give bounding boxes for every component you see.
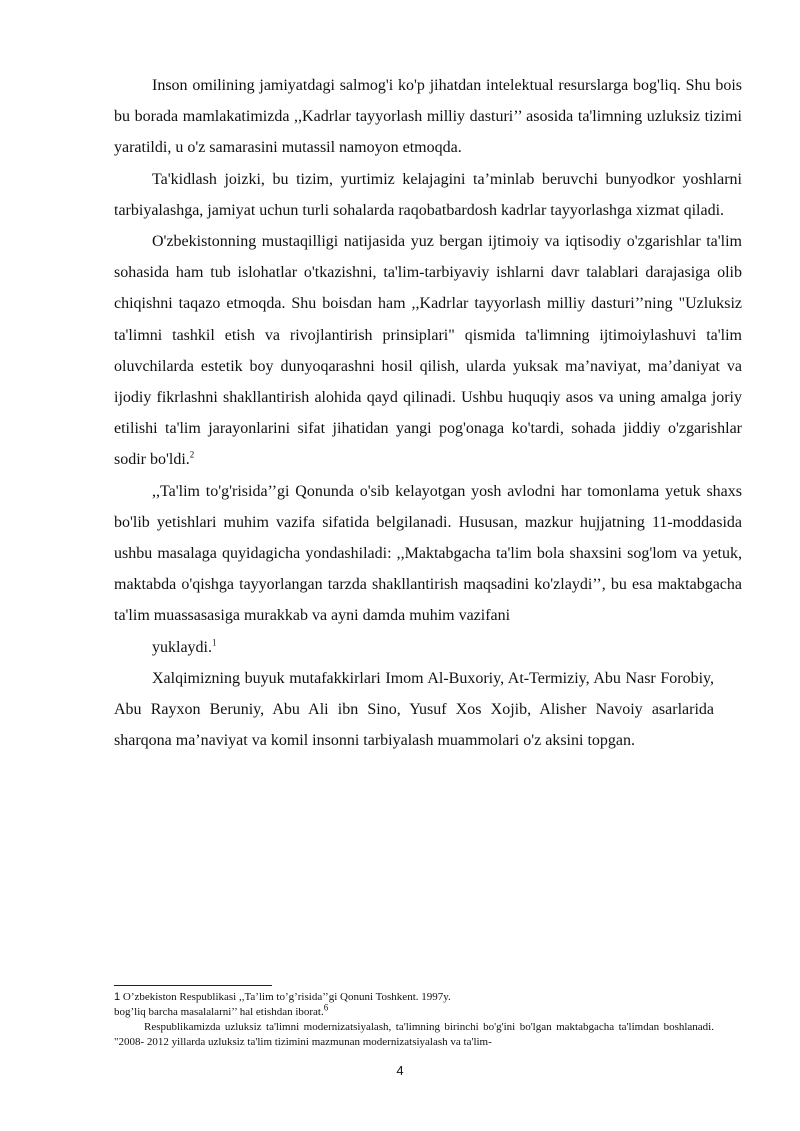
footnote-1-continuation xyxy=(114,1002,714,1020)
footnote-ref-2: 2 xyxy=(189,450,195,461)
footnote-1-text: O’zbekiston Respublikasi ,,Ta’lim to’g’risida’’gi Qonuni Toshkent. 1997y. xyxy=(122,991,451,1003)
page-number: 4 xyxy=(396,1063,404,1078)
footnote-separator xyxy=(114,985,272,986)
paragraph-2-text: Ta'kidlash joizki, bu tizim, yurtimiz kelajagini ta’minlab beruvchi bunyodkor yoshlarni tarbiyalashga, jamiyat uchun turli sohalarda raqobatbardosh kadrlar tayyorlashga xizmat qiladi. xyxy=(114,170,742,219)
footnote-1-number: 1 xyxy=(114,991,121,1003)
footnote-2 xyxy=(114,1020,714,1050)
paragraph-5 xyxy=(114,632,742,663)
footnotes xyxy=(114,990,714,1050)
paragraph-1 xyxy=(114,70,742,164)
paragraph-3 xyxy=(114,226,742,476)
footnote-1 xyxy=(114,990,714,1005)
paragraph-3-text: O'zbekistonning mustaqilligi natijasida yuz bergan ijtimoiy va iqtisodiy o'zgarishlar ta'lim sohasida ham tub islohatlar o'tkazishni, ta'lim-tarbiyaviy ishlarni davr talablari darajasiga olib chiqishni taqazo etmoqda. Shu boisdan ham ,,Kadrlar tayyorlash milliy dasturi’’ning "Uzluksiz ta'limni tashkil etish va rivojlantirish prinsiplari" qismida ta'limning ijtimoiylashuvi ta'lim oluvchilarda estetik boy dunyoqarashni hosil qilish, ularda yuksak ma’naviyat, ma’daniyat va ijodiy fikrlashni shakllantirish alohida qayd qilinadi. Ushbu huquqiy asos va uning amalga joriy etilishi ta'lim jarayonlarini sifat jihatidan yangi pog'onaga ko'tardi, sohada jiddiy o'zgarishlar sodir bo'ldi. xyxy=(114,233,742,469)
paragraph-6 xyxy=(114,663,714,757)
main-text xyxy=(114,70,742,756)
footnote-ref-6: 6 xyxy=(323,1002,329,1013)
footnote-ref-1: 1 xyxy=(212,637,217,648)
footnote-1-continuation-text: bog’liq barcha masalalarni’’ hal etishdan iborat. xyxy=(114,1006,324,1018)
paragraph-1-text: Inson omilining jamiyatdagi salmog'i ko'p jihatdan intelektual resurslarga bog'liq. Shu bois bu borada mamlakatimizda ,,Kadrlar tayyorlash milliy dasturi’’ asosida ta'limning uzluksiz tizimi yaratildi, u o'z samarasini mutassil namoyon etmoqda. xyxy=(114,77,742,157)
paragraph-2 xyxy=(114,164,742,226)
paragraph-6-text: Xalqimizning buyuk mutafakkirlari Imom Al-Buxoriy, At-Termiziy, Abu Nasr Forobiy, Abu Rayxon Beruniy, Abu Ali ibn Sino, Yusuf Xos Xojib, Alisher Navoiy asarlarida sharqona ma’naviyat va komil insonni tarbiyalash muammolari o'z aksini topgan. xyxy=(114,669,714,750)
footnote-2-text: Respublikamizda uzluksiz ta'limni modernizatsiyalash, ta'limning birinchi bo'g'ini bo'lgan maktabgacha ta'limdan boshlanadi. "2008- 2012 yillarda uzluksiz ta'lim tizimini mazmunan modernizatsiyalash va ta'lim- xyxy=(114,1021,714,1048)
paragraph-5-text: yuklaydi. xyxy=(152,638,212,656)
paragraph-4 xyxy=(114,476,742,632)
paragraph-4-text: ,,Ta'lim to'g'risida’’gi Qonunda o'sib kelayotgan yosh avlodni har tomonlama yetuk shaxs bo'lib yetishlari muhim vazifa sifatida belgilanadi. Hususan, mazkur hujjatning 11-moddasida ushbu masalaga quyidagicha yondashiladi: ,,Maktabgacha ta'lim bola shaxsini sog'lom va yetuk, maktabda o'qishga tayyorlangan tarzda shakllantirish maqsadini ko'zlaydi’’, bu esa maktabgacha ta'lim muassasasiga murakkab va ayni damda muhim vazifani xyxy=(114,482,742,625)
